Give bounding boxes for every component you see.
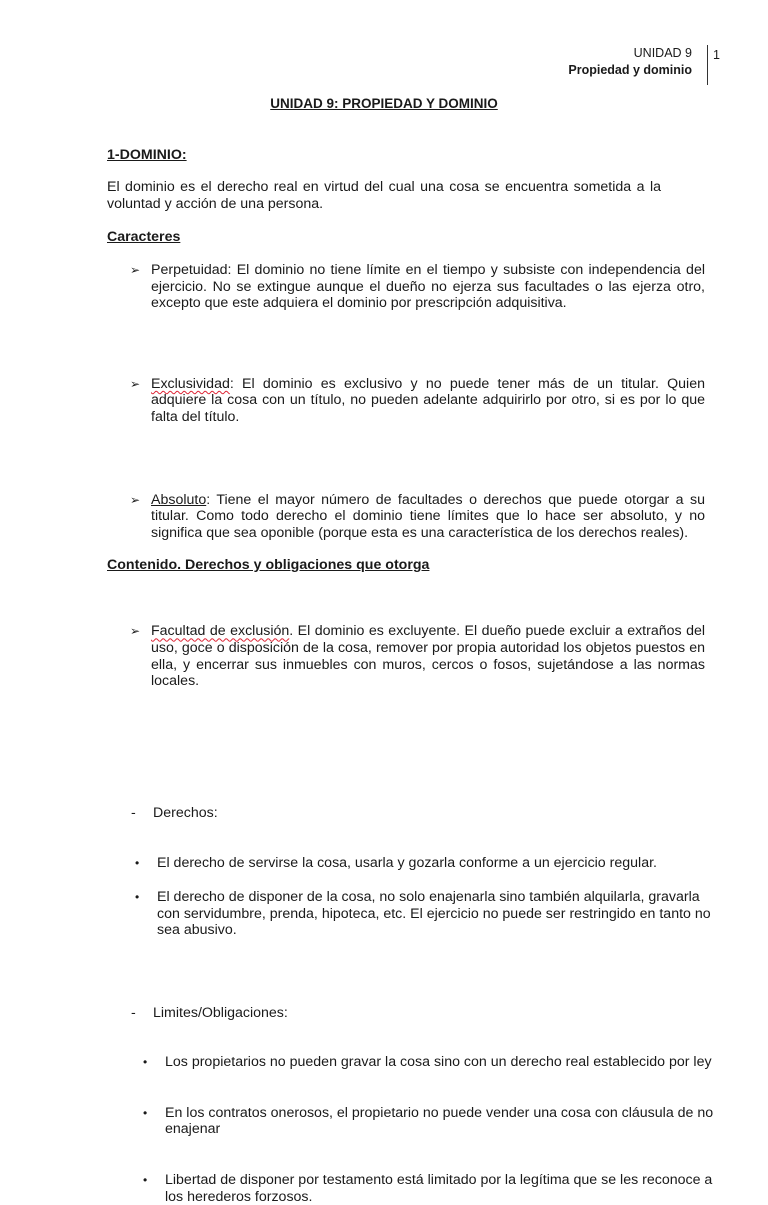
bullet-icon: • bbox=[143, 1105, 148, 1120]
dash-bullet: - bbox=[131, 804, 136, 821]
caracter-text: . El dominio es excluyente. El dueño puede excluir a extraños del uso, goce o disposición de la cosa, remover por propia autoridad los objetos puestos en ella, y encerrar sus inmuebles con muros, cercos o fosos, sujetándose a las normas locales. bbox=[151, 623, 706, 690]
derechos-label-text: Derechos: bbox=[153, 804, 218, 821]
caracter-term: Facultad de exclusión bbox=[151, 623, 290, 640]
document-title: UNIDAD 9: PROPIEDAD Y DOMINIO bbox=[270, 96, 498, 111]
arrow-bullet-icon: ➢ bbox=[130, 376, 141, 391]
caracter-term: Exclusividad bbox=[151, 375, 230, 392]
page-number: 1 bbox=[713, 48, 720, 62]
caracter-item bbox=[107, 376, 705, 426]
header-text bbox=[568, 45, 692, 79]
caracter-text: : El dominio no tiene límite en el tiempo y subsiste con independencia del ejercicio. No se extingue aunque el dueño no ejerza sus facultades o las ejerza otro, excepto que este adquiera el dominio por prescripción adquisitiva. bbox=[151, 262, 705, 312]
dash-bullet: - bbox=[131, 1004, 136, 1021]
limite-text: Los propietarios no pueden gravar la cosa sino con un derecho real establecido por ley bbox=[165, 1054, 712, 1071]
arrow-bullet-icon: ➢ bbox=[130, 492, 141, 507]
limite-text: En los contratos onerosos, el propietario no puede vender una cosa con cláusula de no enajenar bbox=[165, 1104, 714, 1138]
dominio-definition: El dominio es el derecho real en virtud del cual una cosa se encuentra sometida a la voluntad y acción de una persona. bbox=[107, 179, 661, 212]
list-item bbox=[107, 1054, 719, 1071]
limites-label bbox=[107, 1005, 707, 1022]
derechos-label bbox=[107, 805, 707, 822]
arrow-bullet-icon: ➢ bbox=[130, 624, 141, 639]
limites-label-text: Limites/Obligaciones: bbox=[153, 1004, 288, 1021]
bullet-icon: • bbox=[143, 1055, 148, 1070]
header-divider bbox=[707, 45, 708, 85]
caracter-item bbox=[107, 262, 705, 312]
caracter-item bbox=[107, 623, 705, 689]
list-item bbox=[107, 889, 711, 939]
section-heading-dominio: 1-DOMINIO: bbox=[107, 147, 187, 163]
page-header bbox=[408, 45, 708, 85]
list-item bbox=[107, 855, 711, 872]
limite-text: Libertad de disponer por testamento está limitado por la legítima que se les reconoce a los herederos forzosos. bbox=[165, 1172, 713, 1205]
section-heading-caracteres: Caracteres bbox=[107, 229, 181, 245]
arrow-bullet-icon: ➢ bbox=[130, 263, 141, 277]
caracter-term: Perpetuidad bbox=[151, 262, 228, 278]
bullet-icon: • bbox=[135, 856, 140, 871]
caracter-text: : El dominio es exclusivo y no puede tener más de un titular. Quien adquiere la cosa con un título, no pueden adelante adquirirlo por otro, si es por lo que falta del título. bbox=[151, 375, 705, 425]
derecho-text: El derecho de disponer de la cosa, no solo enajenarla sino también alquilarla, gravarla con servidumbre, prenda, hipoteca, etc. El ejercicio no puede ser restringido en tanto no sea abusivo. bbox=[157, 888, 711, 939]
header-unit: UNIDAD 9 bbox=[633, 46, 692, 60]
caracter-item bbox=[107, 492, 705, 542]
derecho-text: El derecho de servirse la cosa, usarla y gozarla conforme a un ejercicio regular. bbox=[157, 855, 657, 872]
list-item bbox=[107, 1172, 719, 1205]
list-item bbox=[107, 1105, 719, 1138]
bullet-icon: • bbox=[135, 889, 140, 904]
section-heading-contenido: Contenido. Derechos y obligaciones que otorga bbox=[107, 557, 430, 573]
header-subtitle: Propiedad y dominio bbox=[568, 63, 692, 77]
caracter-term: Absoluto bbox=[151, 491, 207, 508]
bullet-icon: • bbox=[143, 1173, 148, 1188]
caracter-text: : Tiene el mayor número de facultades o derechos que puede otorgar a su titular. Como todo derecho el dominio tiene límites que lo hace ser absoluto, y no significa que sea oponible (porque esta es una característica de los derechos reales). bbox=[151, 491, 705, 541]
